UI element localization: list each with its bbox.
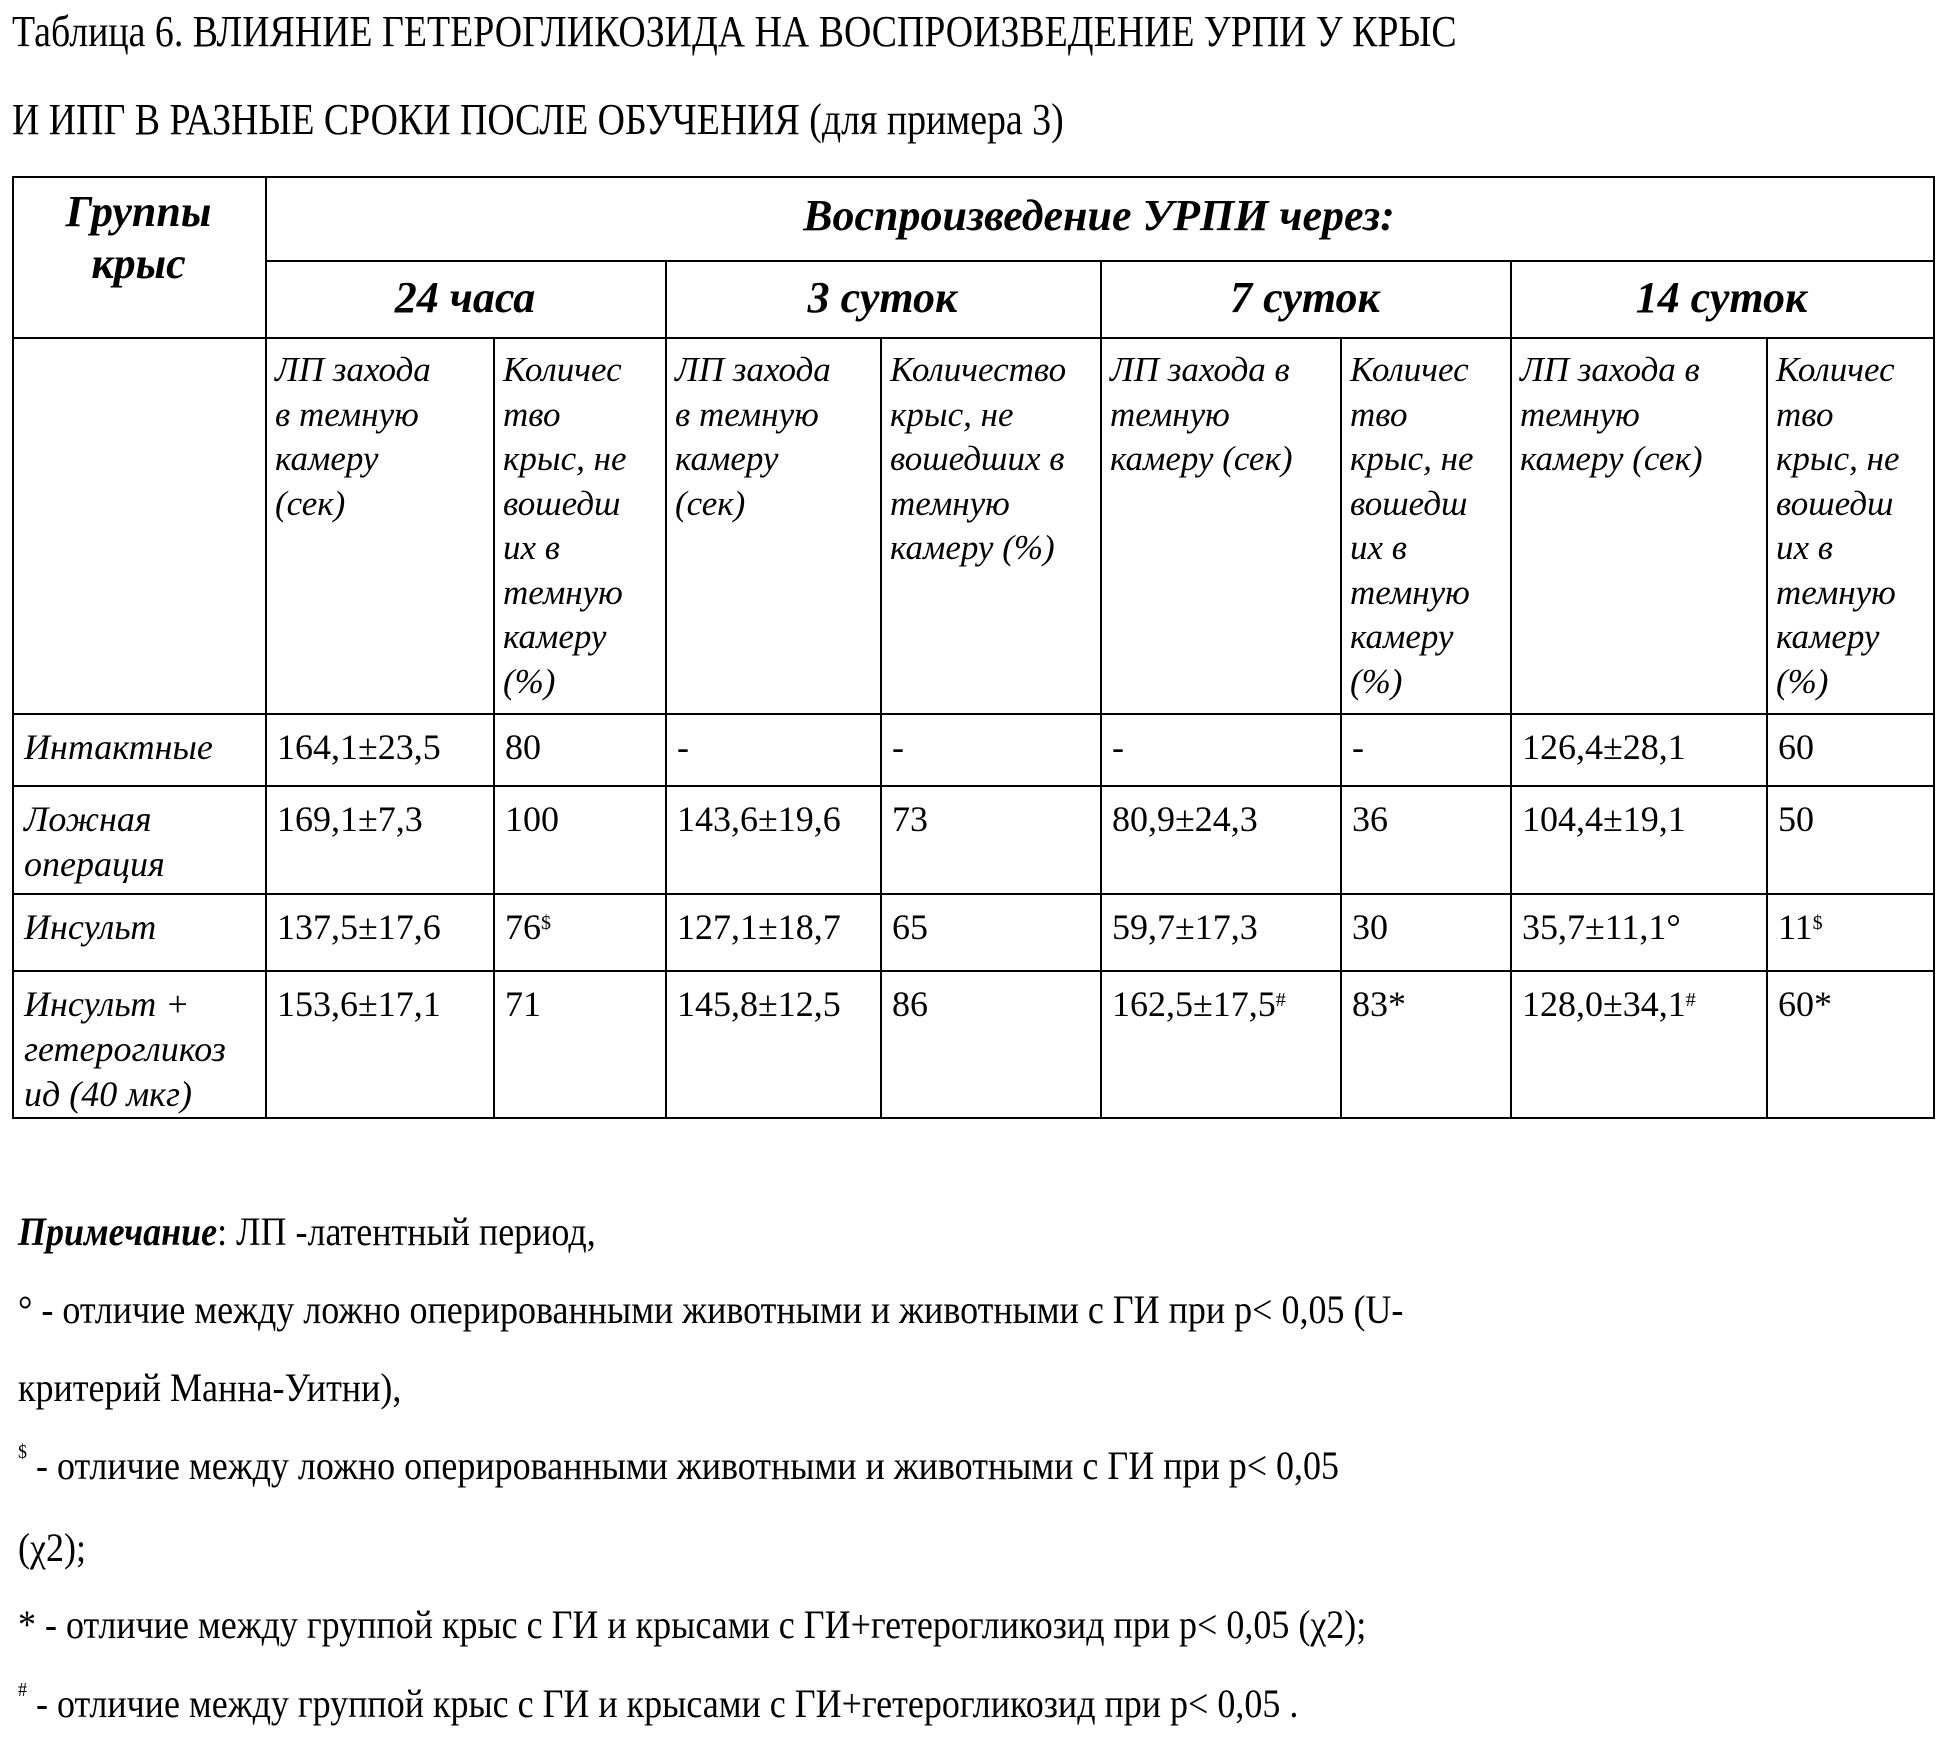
table-cell (277, 797, 491, 842)
note-label: Примечание (18, 1209, 217, 1254)
table-cell (277, 905, 491, 950)
cell-value: 80,9±24,3 (1112, 799, 1258, 839)
table-cell (1522, 725, 1764, 770)
cell-value: 11 (1778, 907, 1813, 947)
subcolumn-divider (1340, 337, 1342, 1117)
table-cell (1352, 982, 1508, 1027)
significance-mark: $ (1813, 912, 1823, 934)
table-cell (1352, 797, 1508, 842)
table-cell (1352, 905, 1508, 950)
table-cell (677, 905, 878, 950)
row-divider (12, 785, 1933, 787)
header-divider-main (265, 260, 1933, 262)
cell-value: 162,5±17,5 (1112, 984, 1276, 1024)
subcolumn-divider (880, 337, 882, 1117)
column-subheader: ЛП захода в темную камеру (сек) (1520, 348, 1762, 482)
note-line-2: ° - отличие между ложно оперированными животными и животными с ГИ при р< 0,05 (U- (18, 1290, 1403, 1330)
table-cell (1522, 982, 1764, 1027)
table-border-left (12, 176, 14, 1119)
cell-value: 35,7±11,1° (1522, 907, 1681, 947)
table-cell (505, 725, 663, 770)
table-cell (1522, 905, 1764, 950)
period-divider (1510, 260, 1512, 1117)
table-cell (505, 905, 663, 950)
row-divider (12, 1117, 1933, 1119)
cell-value: - (1352, 727, 1364, 767)
table-cell (1112, 797, 1338, 842)
cell-value: 145,8±12,5 (677, 984, 841, 1024)
column-subheader: Количество крыс, не вошедших в темную камеру (%) (890, 348, 1096, 571)
cell-value: 143,6±19,6 (677, 799, 841, 839)
note-line-3: критерий Манна-Уитни), (18, 1368, 401, 1408)
cell-value: 80 (505, 727, 541, 767)
column-subheader: Количес тво крыс, не вошедш их в темную камеру (%) (503, 348, 661, 704)
table-cell (1778, 905, 1931, 950)
cell-value: 137,5±17,6 (277, 907, 441, 947)
table-cell (1522, 797, 1764, 842)
table-cell (1112, 982, 1338, 1027)
row-group-label: Ложная операция (24, 797, 261, 887)
cell-value: 83* (1352, 984, 1406, 1024)
table-cell (505, 982, 663, 1027)
period-divider (665, 260, 667, 1117)
row-divider (12, 713, 1933, 715)
cell-value: 30 (1352, 907, 1388, 947)
period-header: 3 суток (665, 272, 1100, 324)
significance-mark: $ (541, 912, 551, 934)
cell-value: 59,7±17,3 (1112, 907, 1258, 947)
column-subheader: ЛП захода в темную камеру (сек) (275, 348, 489, 526)
main-header: Воспроизведение УРПИ через: (265, 190, 1933, 242)
table-cell (1112, 725, 1338, 770)
cell-value: 126,4±28,1 (1522, 727, 1686, 767)
table-border-right (1933, 176, 1935, 1119)
period-header: 24 часа (265, 272, 665, 324)
table-cell (1352, 725, 1508, 770)
significance-mark: # (1276, 989, 1286, 1011)
note-line-4 (18, 1446, 1339, 1486)
period-header: 14 суток (1510, 272, 1933, 324)
cell-value: 60 (1778, 727, 1814, 767)
table-cell (277, 725, 491, 770)
note-line-1 (18, 1212, 596, 1252)
note-hash-mark: # (18, 1679, 27, 1701)
table-cell (892, 797, 1098, 842)
table-cell (892, 725, 1098, 770)
cell-value: 65 (892, 907, 928, 947)
cell-value: 60* (1778, 984, 1832, 1024)
group-column-header: Группы крыс (12, 186, 265, 290)
table-cell (677, 797, 878, 842)
cell-value: 50 (1778, 799, 1814, 839)
period-divider (1100, 260, 1102, 1117)
column-subheader: ЛП захода в темную камеру (сек) (1110, 348, 1336, 482)
note-hash-text: - отличие между группой крыс с ГИ и крысами с ГИ+гетерогликозид при р< 0,05 . (27, 1681, 1298, 1726)
column-subheader: ЛП захода в темную камеру (сек) (675, 348, 876, 526)
cell-value: 169,1±7,3 (277, 799, 423, 839)
row-divider (12, 970, 1933, 972)
cell-value: 71 (505, 984, 541, 1024)
cell-value: 127,1±18,7 (677, 907, 841, 947)
cell-value: 153,6±17,1 (277, 984, 441, 1024)
note-dollar-mark: $ (18, 1441, 27, 1463)
cell-value: - (892, 727, 904, 767)
note-latent-period: : ЛП -латентный период, (217, 1209, 596, 1254)
row-group-label: Инсульт + гетерогликоз ид (40 мкг) (24, 982, 261, 1117)
cell-value: 164,1±23,5 (277, 727, 441, 767)
cell-value: 73 (892, 799, 928, 839)
cell-value: 100 (505, 799, 559, 839)
table-cell (1778, 797, 1931, 842)
note-line-7 (18, 1684, 1298, 1724)
table-cell (505, 797, 663, 842)
header-divider-periods (12, 337, 1933, 339)
row-group-label: Интактные (24, 725, 261, 770)
table-cell (1778, 725, 1931, 770)
table-cell (677, 725, 878, 770)
row-group-label: Инсульт (24, 905, 261, 950)
cell-value: - (1112, 727, 1124, 767)
subcolumn-divider (493, 337, 495, 1117)
table-cell (892, 982, 1098, 1027)
cell-value: 104,4±19,1 (1522, 799, 1686, 839)
period-header: 7 суток (1100, 272, 1510, 324)
subcolumn-divider (1766, 337, 1768, 1117)
cell-value: 128,0±34,1 (1522, 984, 1686, 1024)
cell-value: 86 (892, 984, 928, 1024)
table-cell (277, 982, 491, 1027)
table-title-line-1: Таблица 6. ВЛИЯНИЕ ГЕТЕРОГЛИКОЗИДА НА ВОСПРОИЗВЕДЕНИЕ УРПИ У КРЫС (12, 10, 1457, 54)
column-subheader: Количес тво крыс, не вошедш их в темную камеру (%) (1776, 348, 1929, 704)
table-cell (1112, 905, 1338, 950)
note-dollar-text: - отличие между ложно оперированными животными и животными с ГИ при р< 0,05 (27, 1443, 1339, 1488)
table-title-line-2: И ИПГ В РАЗНЫЕ СРОКИ ПОСЛЕ ОБУЧЕНИЯ (для примера 3) (12, 98, 1064, 142)
table-cell (1778, 982, 1931, 1027)
column-subheader: Количес тво крыс, не вошедш их в темную камеру (%) (1350, 348, 1506, 704)
table-cell (892, 905, 1098, 950)
row-divider (12, 893, 1933, 895)
table-cell (677, 982, 878, 1027)
note-line-5: (χ2); (18, 1528, 86, 1568)
cell-value: - (677, 727, 689, 767)
significance-mark: # (1686, 989, 1696, 1011)
cell-value: 36 (1352, 799, 1388, 839)
table-border-top (12, 176, 1933, 178)
cell-value: 76 (505, 907, 541, 947)
note-line-6: * - отличие между группой крыс с ГИ и крысами с ГИ+гетерогликозид при р< 0,05 (χ2); (18, 1605, 1366, 1645)
